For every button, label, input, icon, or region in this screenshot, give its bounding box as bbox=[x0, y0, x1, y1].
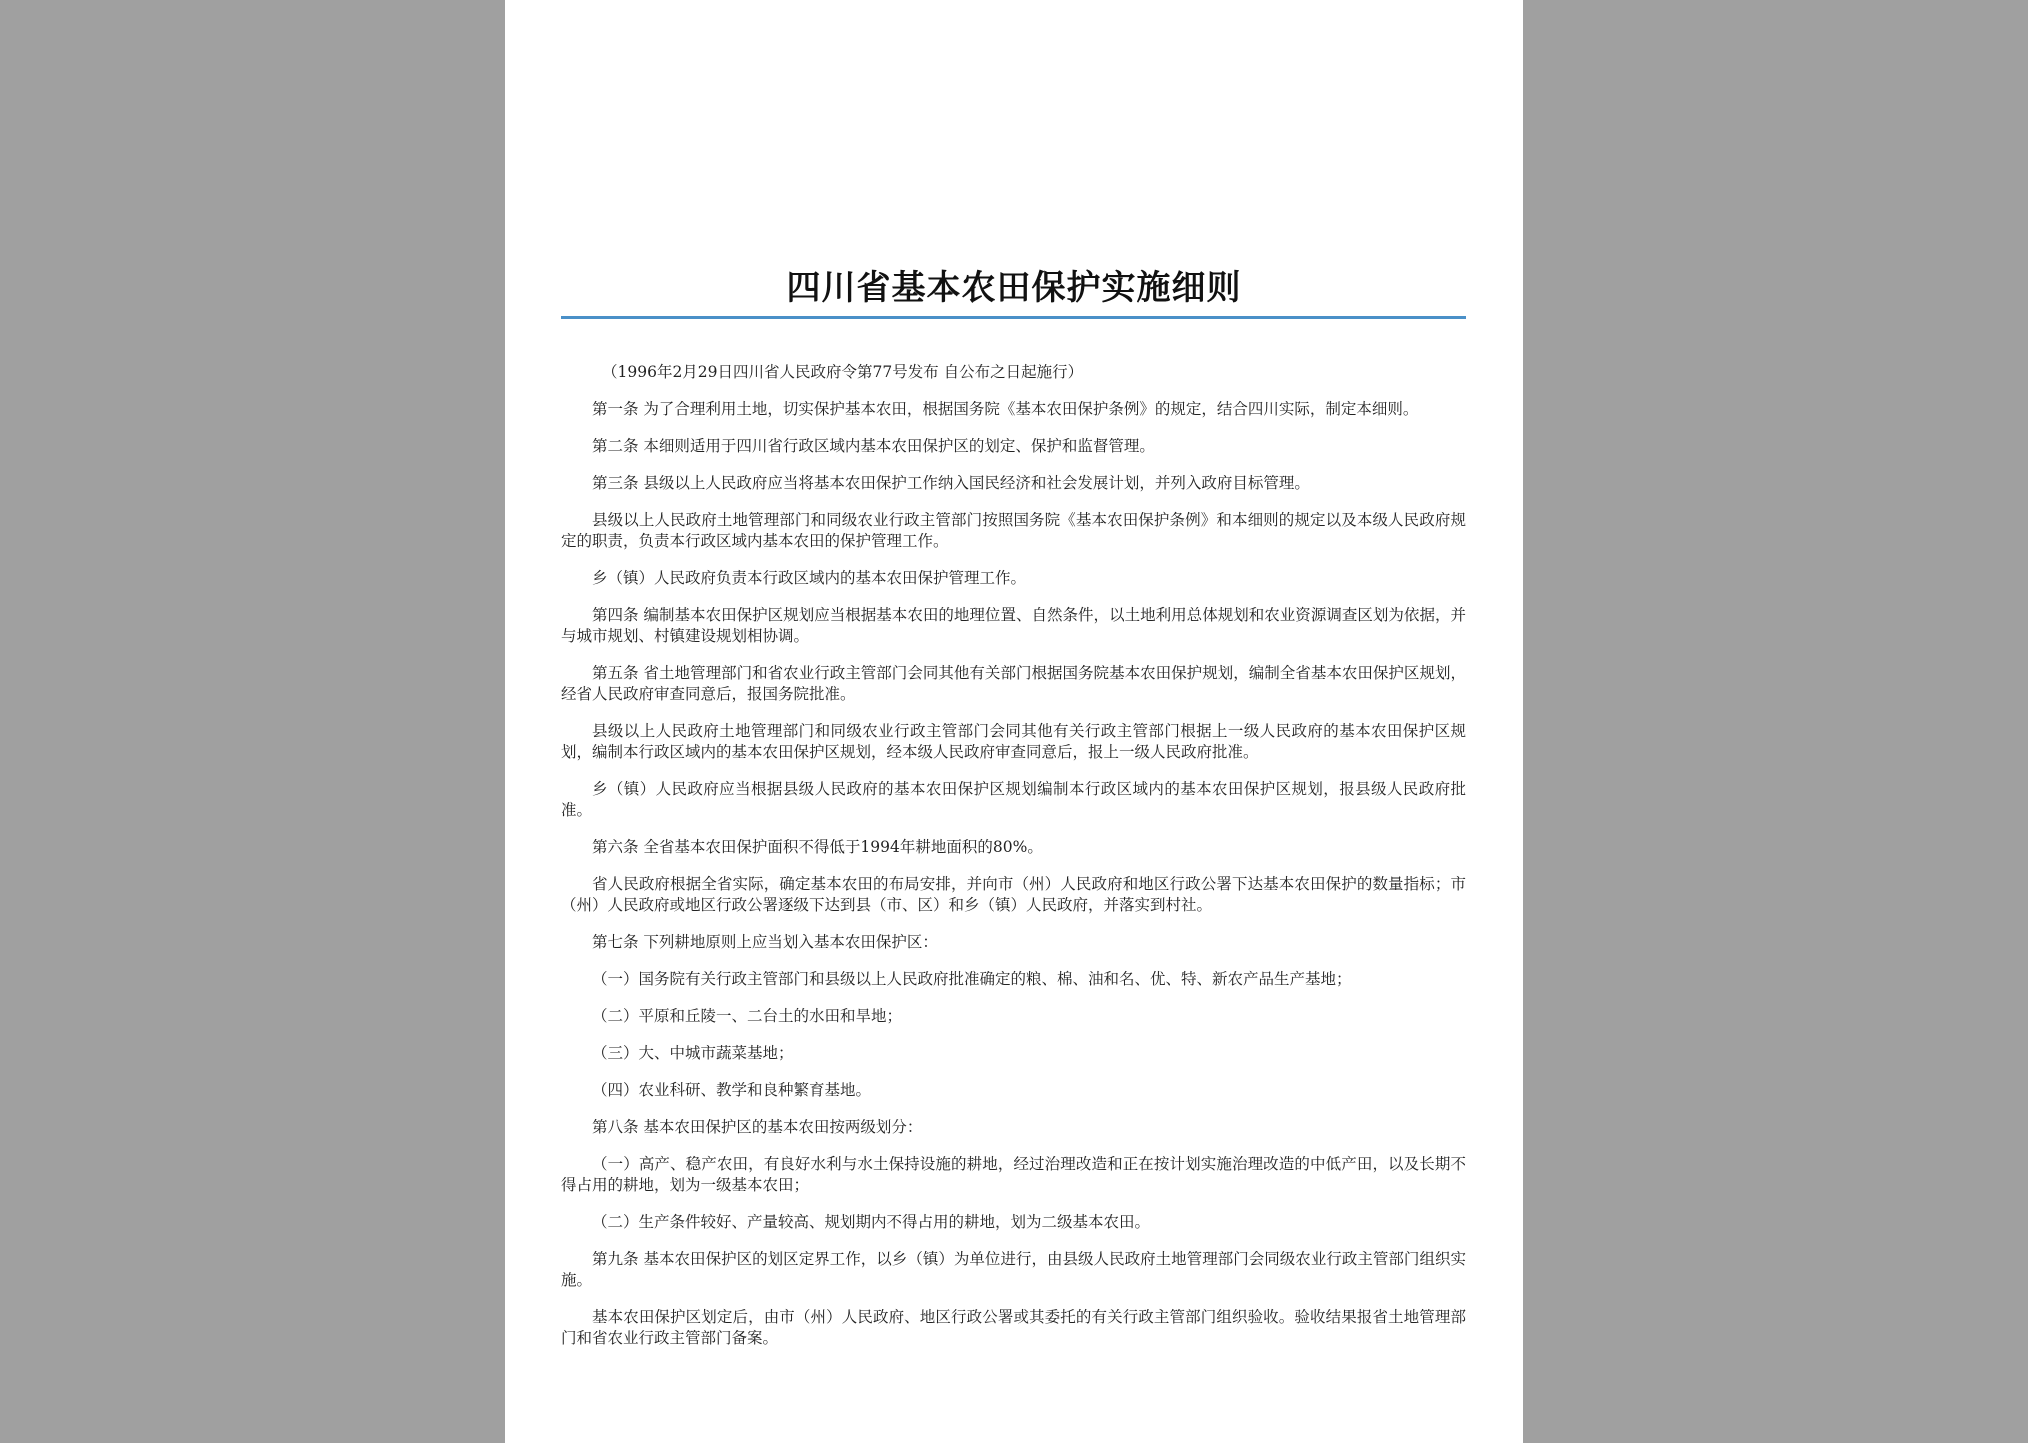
list-item: （四）农业科研、教学和良种繁育基地。 bbox=[592, 1081, 872, 1099]
paragraph: 省人民政府根据全省实际，确定基本农田的布局安排，并向市（州）人民政府和地区行政公署下达基本农田保护的数量指标；市（州）人民政府或地区行政公署逐级下达到县（市、区）和乡（镇）人民政府，并落实到村社。 bbox=[561, 875, 1466, 914]
paragraph: 第八条 基本农田保护区的基本农田按两级划分： bbox=[592, 1118, 923, 1136]
list-item: （二）平原和丘陵一、二台土的水田和旱地； bbox=[592, 1007, 903, 1025]
paragraph: 第二条 本细则适用于四川省行政区域内基本农田保护区的划定、保护和监督管理。 bbox=[592, 437, 1155, 455]
paragraph: 第七条 下列耕地原则上应当划入基本农田保护区： bbox=[592, 933, 938, 951]
paragraph: 第五条 省土地管理部门和省农业行政主管部门会同其他有关部门根据国务院基本农田保护规划，编制全省基本农田保护区规划，经省人民政府审查同意后，报国务院批准。 bbox=[561, 664, 1466, 703]
list-item: （一）高产、稳产农田，有良好水利与水土保持设施的耕地，经过治理改造和正在按计划实施治理改造的中低产田，以及长期不得占用的耕地，划为一级基本农田； bbox=[561, 1155, 1466, 1194]
paragraph: 乡（镇）人民政府负责本行政区域内的基本农田保护管理工作。 bbox=[592, 569, 1027, 587]
document-page bbox=[505, 0, 1523, 1443]
title-underline bbox=[561, 316, 1466, 319]
paragraph: 第三条 县级以上人民政府应当将基本农田保护工作纳入国民经济和社会发展计划，并列入政府目标管理。 bbox=[592, 474, 1310, 492]
paragraph: 第六条 全省基本农田保护面积不得低于1994年耕地面积的80%。 bbox=[592, 838, 1043, 856]
promulgation-note: （1996年2月29日四川省人民政府令第77号发布 自公布之日起施行） bbox=[602, 363, 1084, 381]
paragraph: 第四条 编制基本农田保护区规划应当根据基本农田的地理位置、自然条件，以土地利用总体规划和农业资源调查区划为依据，并与城市规划、村镇建设规划相协调。 bbox=[561, 606, 1466, 645]
paragraph: 第九条 基本农田保护区的划区定界工作，以乡（镇）为单位进行，由县级人民政府土地管理部门会同级农业行政主管部门组织实施。 bbox=[561, 1250, 1466, 1289]
document-title: 四川省基本农田保护实施细则 bbox=[786, 268, 1242, 308]
paragraph: 乡（镇）人民政府应当根据县级人民政府的基本农田保护区规划编制本行政区域内的基本农田保护区规划，报县级人民政府批准。 bbox=[561, 780, 1466, 819]
paragraph: 基本农田保护区划定后，由市（州）人民政府、地区行政公署或其委托的有关行政主管部门组织验收。验收结果报省土地管理部门和省农业行政主管部门备案。 bbox=[561, 1308, 1466, 1347]
list-item: （二）生产条件较好、产量较高、规划期内不得占用的耕地，划为二级基本农田。 bbox=[592, 1213, 1151, 1231]
list-item: （三）大、中城市蔬菜基地； bbox=[592, 1044, 794, 1062]
document-body bbox=[561, 362, 1466, 1365]
paragraph: 第一条 为了合理利用土地，切实保护基本农田，根据国务院《基本农田保护条例》的规定，结合四川实际，制定本细则。 bbox=[592, 400, 1419, 418]
paragraph: 县级以上人民政府土地管理部门和同级农业行政主管部门按照国务院《基本农田保护条例》和本细则的规定以及本级人民政府规定的职责，负责本行政区域内基本农田的保护管理工作。 bbox=[561, 511, 1466, 550]
list-item: （一）国务院有关行政主管部门和县级以上人民政府批准确定的粮、棉、油和名、优、特、新农产品生产基地； bbox=[592, 970, 1352, 988]
paragraph: 县级以上人民政府土地管理部门和同级农业行政主管部门会同其他有关行政主管部门根据上一级人民政府的基本农田保护区规划，编制本行政区域内的基本农田保护区规划，经本级人民政府审查同意后，报上一级人民政府批准。 bbox=[561, 722, 1466, 761]
